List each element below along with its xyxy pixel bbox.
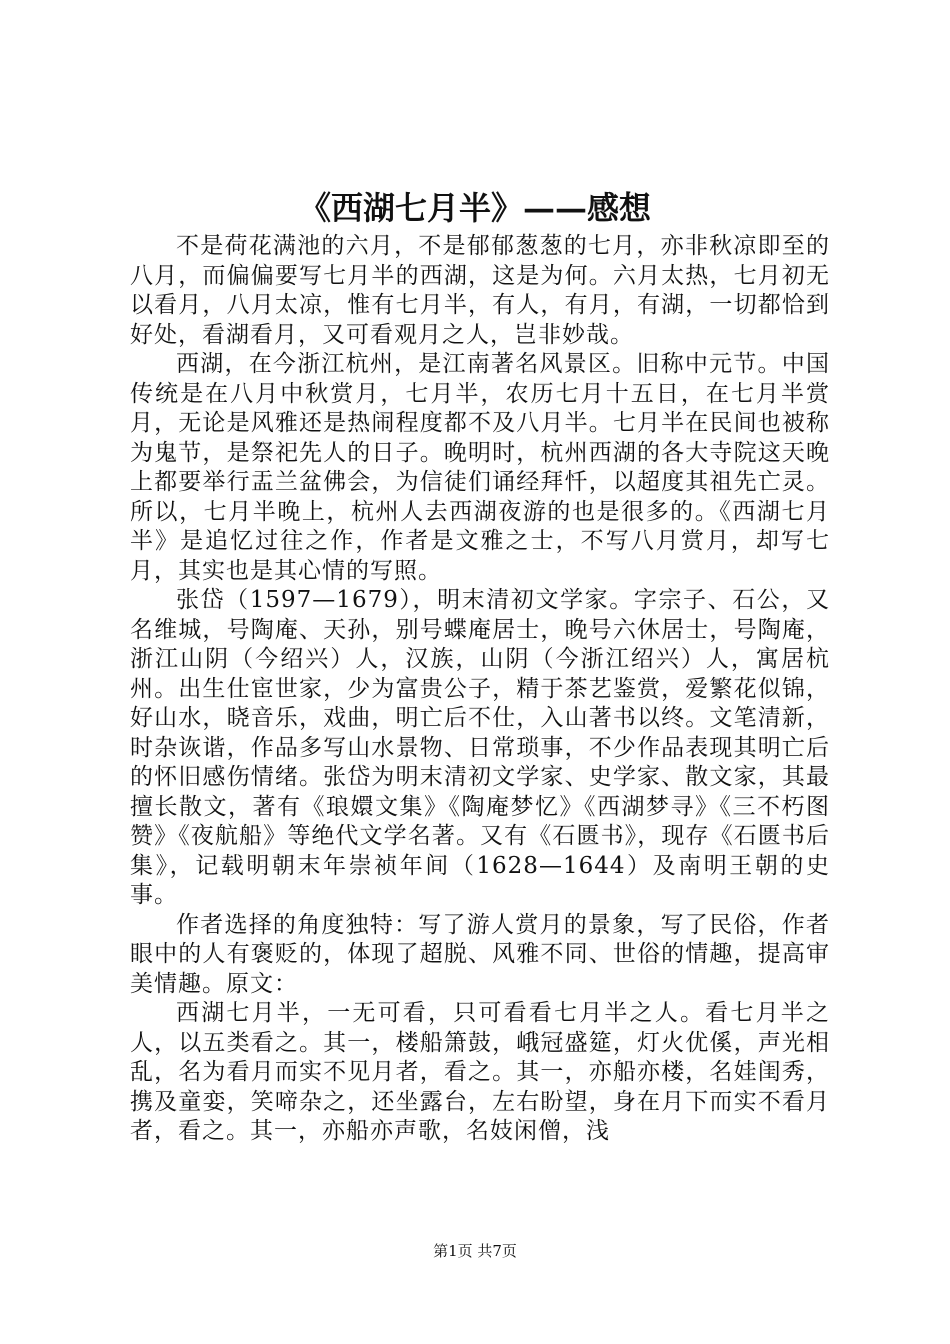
document-body <box>130 232 830 1147</box>
paragraph-original-text: 西湖七月半，一无可看，只可看看七月半之人。看七月半之人，以五类看之。其一，楼船箫鼓，峨冠盛筵，灯火优傒，声光相乱，名为看月而实不见月者，看之。其一，亦船亦楼，名娃闺秀，携及童娈，笑啼杂之，还坐露台，左右盼望，身在月下而实不看月者，看之。其一，亦船亦声歌，名妓闲僧，浅 <box>130 1000 830 1144</box>
paragraph-west-lake: 西湖，在今浙江杭州，是江南著名风景区。旧称中元节。中国传统是在八月中秋赏月，七月半，农历七月十五日，在七月半赏月，无论是风雅还是热闹程度都不及八月半。七月半在民间也被称为鬼节，是祭祀先人的日子。晚明时，杭州西湖的各大寺院这天晚上都要举行盂兰盆佛会，为信徒们诵经拜忏，以超度其祖先亡灵。所以，七月半晚上，杭州人去西湖夜游的也是很多的。《西湖七月半》是追忆过往之作，作者是文雅之士，不写八月赏月，却写七月，其实也是其心情的写照。 <box>130 351 830 584</box>
page-number-footer: 第1页 共7页 <box>433 1242 517 1260</box>
document-title: 《西湖七月半》——感想 <box>298 189 651 227</box>
paragraph-zhang-dai: 张岱（1597—1679），明末清初文学家。字宗子、石公，又名维城，号陶庵、天孙，别号蝶庵居士，晚号六休居士，号陶庵，浙江山阴（今绍兴）人，汉族，山阴（今浙江绍兴）人，寓居杭州。出生仕宦世家，少为富贵公子，精于茶艺鉴赏，爱繁花似锦，好山水，晓音乐，戏曲，明亡后不仕，入山著书以终。文笔清新，时杂诙谐，作品多写山水景物、日常琐事，不少作品表现其明亡后的怀旧感伤情绪。张岱为明末清初文学家、史学家、散文家，其最擅长散文，著有《琅嬛文集》《陶庵梦忆》《西湖梦寻》《三不朽图赞》《夜航船》等绝代文学名著。又有《石匮书》，现存《石匮书后集》，记载明朝末年崇祯年间（1628—1644）及南明王朝的史事。 <box>130 587 830 908</box>
paragraph-perspective: 作者选择的角度独特：写了游人赏月的景象，写了民俗，作者眼中的人有褒贬的，体现了超脱、风雅不同、世俗的情趣，提高审美情趣。原文： <box>130 911 830 997</box>
paragraph-intro: 不是荷花满池的六月，不是郁郁葱葱的七月，亦非秋凉即至的八月，而偏偏要写七月半的西湖，这是为何。六月太热，七月初无以看月，八月太凉，惟有七月半，有人，有月，有湖，一切都恰到好处，看湖看月，又可看观月之人，岂非妙哉。 <box>130 233 830 348</box>
